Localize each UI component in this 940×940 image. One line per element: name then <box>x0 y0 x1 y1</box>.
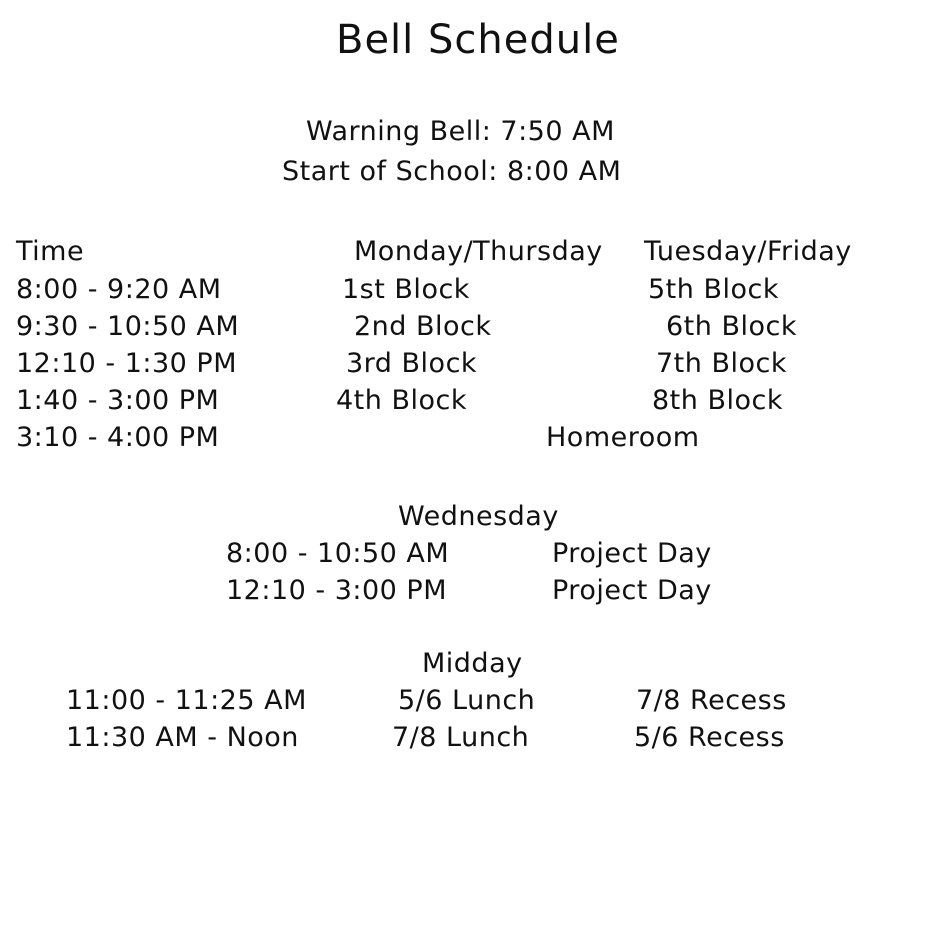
column-header-tuesday-friday: Tuesday/Friday <box>644 236 852 267</box>
wednesday-heading: Wednesday <box>398 501 559 532</box>
midday-row-2-recess: 5/6 Recess <box>634 722 785 753</box>
row-4-monday-thursday: 4th Block <box>336 385 467 416</box>
warning-bell-text: Warning Bell: 7:50 AM <box>306 116 615 147</box>
row-1-monday-thursday: 1st Block <box>342 274 470 305</box>
start-of-school-text: Start of School: 8:00 AM <box>282 156 622 187</box>
row-4-tuesday-friday: 8th Block <box>652 385 783 416</box>
midday-row-1-lunch: 5/6 Lunch <box>398 685 536 716</box>
row-5-homeroom: Homeroom <box>546 422 700 453</box>
wednesday-row-2-time: 12:10 - 3:00 PM <box>226 575 448 606</box>
row-3-tuesday-friday: 7th Block <box>656 348 787 379</box>
wednesday-row-2-activity: Project Day <box>552 575 712 606</box>
midday-heading: Midday <box>422 648 523 679</box>
column-header-monday-thursday: Monday/Thursday <box>354 236 603 267</box>
row-3-time: 12:10 - 1:30 PM <box>16 348 238 379</box>
midday-row-1-recess: 7/8 Recess <box>636 685 787 716</box>
row-5-time: 3:10 - 4:00 PM <box>16 422 220 453</box>
wednesday-row-1-time: 8:00 - 10:50 AM <box>226 538 450 569</box>
midday-row-2-lunch: 7/8 Lunch <box>392 722 530 753</box>
midday-row-1-time: 11:00 - 11:25 AM <box>66 685 307 716</box>
midday-row-2-time: 11:30 AM - Noon <box>66 722 299 753</box>
page-title: Bell Schedule <box>336 17 620 63</box>
wednesday-row-1-activity: Project Day <box>552 538 712 569</box>
row-1-time: 8:00 - 9:20 AM <box>16 274 222 305</box>
row-4-time: 1:40 - 3:00 PM <box>16 385 220 416</box>
column-header-time: Time <box>16 236 85 267</box>
row-2-monday-thursday: 2nd Block <box>354 311 492 342</box>
row-1-tuesday-friday: 5th Block <box>648 274 779 305</box>
row-2-time: 9:30 - 10:50 AM <box>16 311 240 342</box>
row-3-monday-thursday: 3rd Block <box>346 348 478 379</box>
row-2-tuesday-friday: 6th Block <box>666 311 797 342</box>
